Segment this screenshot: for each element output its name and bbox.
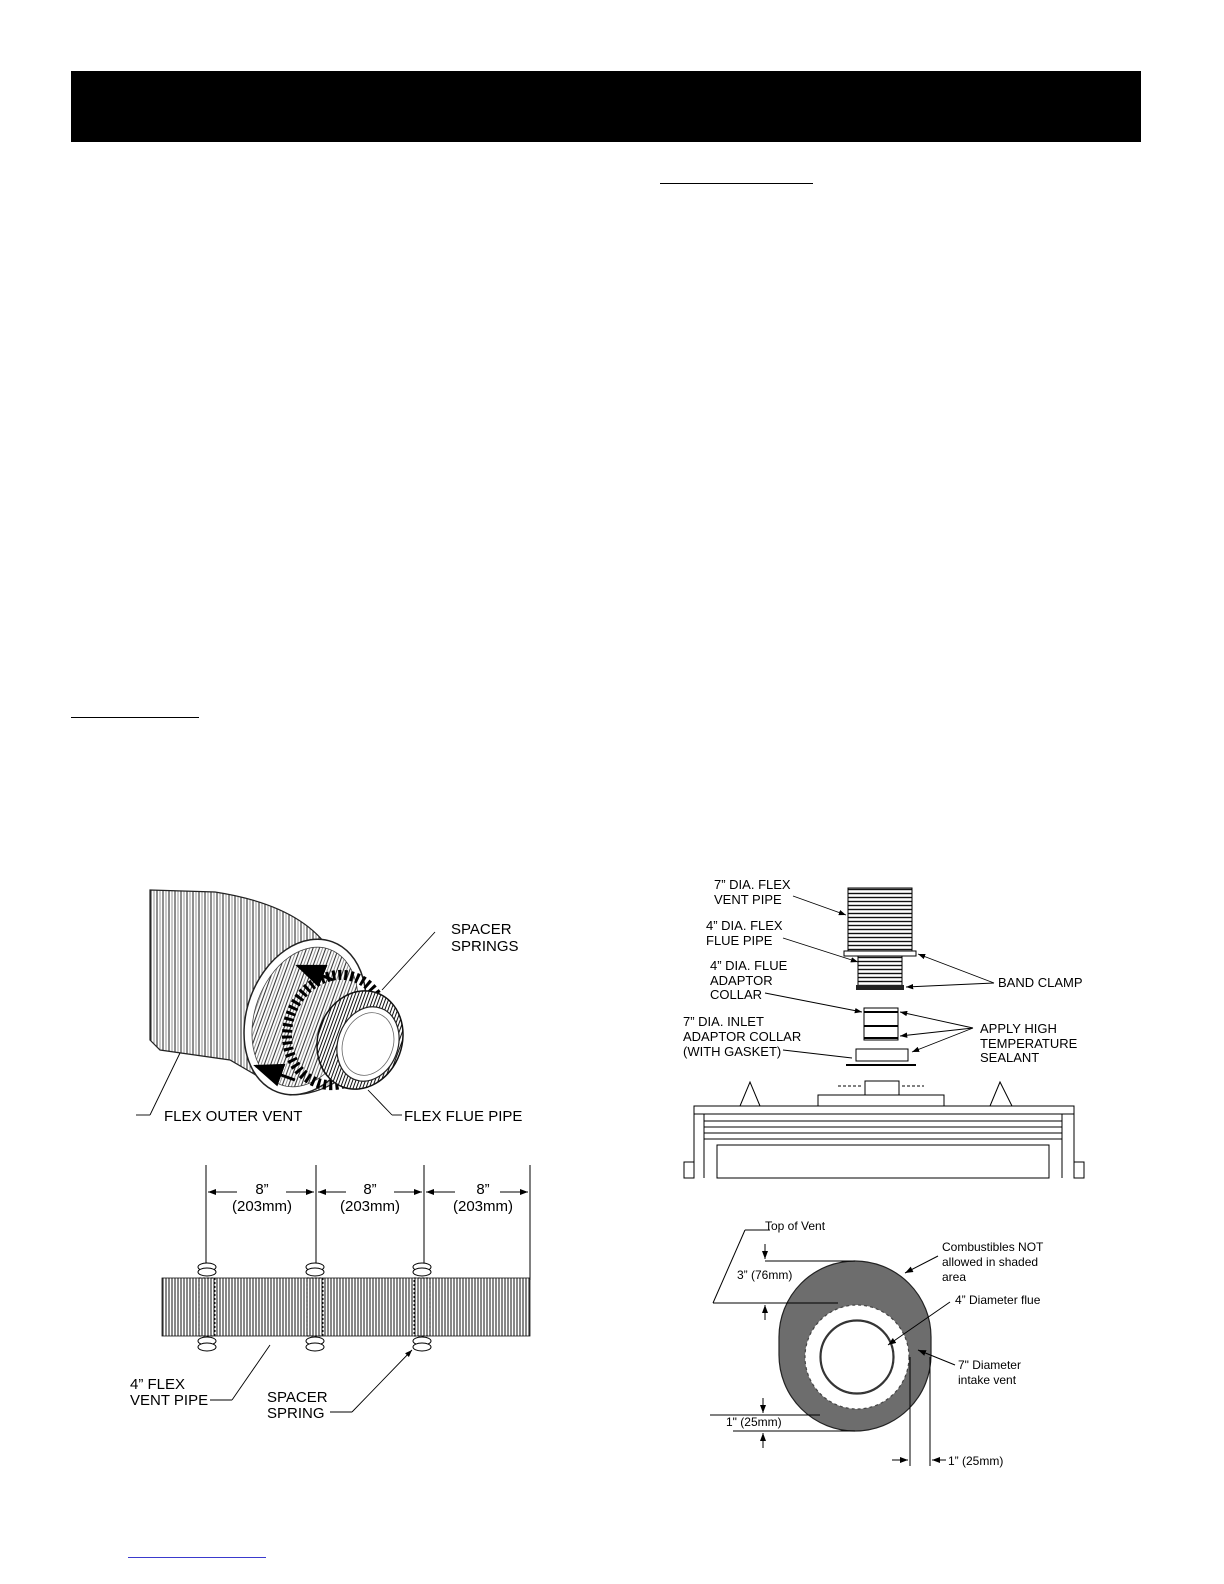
dim-3-in: 8” xyxy=(476,1181,490,1198)
label-sealant-3: SEALANT xyxy=(980,1050,1040,1065)
label-flex-outer-vent: FLEX OUTER VENT xyxy=(164,1108,303,1125)
label-band-clamp: BAND CLAMP xyxy=(998,975,1083,990)
dim-1-mm: (203mm) xyxy=(231,1198,293,1215)
label-inlet-collar-3: (WITH GASKET) xyxy=(683,1044,782,1059)
label-vent-pipe-1: 4” FLEX xyxy=(130,1376,186,1393)
dim-2-in: 8” xyxy=(363,1181,377,1198)
dim-3-mm: (203mm) xyxy=(452,1198,514,1215)
flue-circle xyxy=(821,1321,893,1393)
label-flue-pipe-2: FLUE PIPE xyxy=(706,933,773,948)
label-sealant-2: TEMPERATURE xyxy=(980,1036,1078,1051)
label-intake-2: intake vent xyxy=(958,1373,1017,1387)
label-dim-side: 1” (25mm) xyxy=(948,1454,1004,1468)
label-flue-collar-2: ADAPTOR xyxy=(710,973,773,988)
label-vent-pipe-1: 7” DIA. FLEX xyxy=(714,877,791,892)
label-flue-collar-3: COLLAR xyxy=(710,987,763,1002)
label-flue-collar-1: 4” DIA. FLUE xyxy=(710,958,788,973)
label-vent-pipe-2: VENT PIPE xyxy=(130,1392,209,1409)
label-combustibles-3: area xyxy=(942,1270,967,1284)
label-flue: 4” Diameter flue xyxy=(955,1293,1041,1307)
label-inlet-collar-2: ADAPTOR COLLAR xyxy=(683,1029,802,1044)
label-sealant-1: APPLY HIGH xyxy=(980,1021,1057,1036)
dim-2-mm: (203mm) xyxy=(339,1198,401,1215)
dim-1-in: 8” xyxy=(255,1181,269,1198)
label-spacer-spring-1: SPACER xyxy=(267,1389,328,1406)
label-dim-top: 3” (76mm) xyxy=(737,1268,793,1282)
label-flex-flue-pipe: FLEX FLUE PIPE xyxy=(404,1108,523,1125)
label-dim-bottom: 1" (25mm) xyxy=(726,1415,782,1429)
label-top-of-vent: Top of Vent xyxy=(765,1219,826,1233)
label-inlet-collar-1: 7” DIA. INLET xyxy=(683,1014,764,1029)
label-combustibles-2: allowed in shaded xyxy=(942,1255,1039,1269)
label-vent-pipe-2: VENT PIPE xyxy=(714,892,782,907)
label-flue-pipe-1: 4” DIA. FLEX xyxy=(706,918,783,933)
label-spacer-spring-2: SPRING xyxy=(267,1405,325,1422)
label-intake-1: 7" Diameter xyxy=(958,1358,1021,1372)
label-spacer-springs-1: SPACER xyxy=(451,921,512,938)
label-combustibles-1: Combustibles NOT xyxy=(942,1240,1044,1254)
label-spacer-springs-2: SPRINGS xyxy=(451,938,519,955)
